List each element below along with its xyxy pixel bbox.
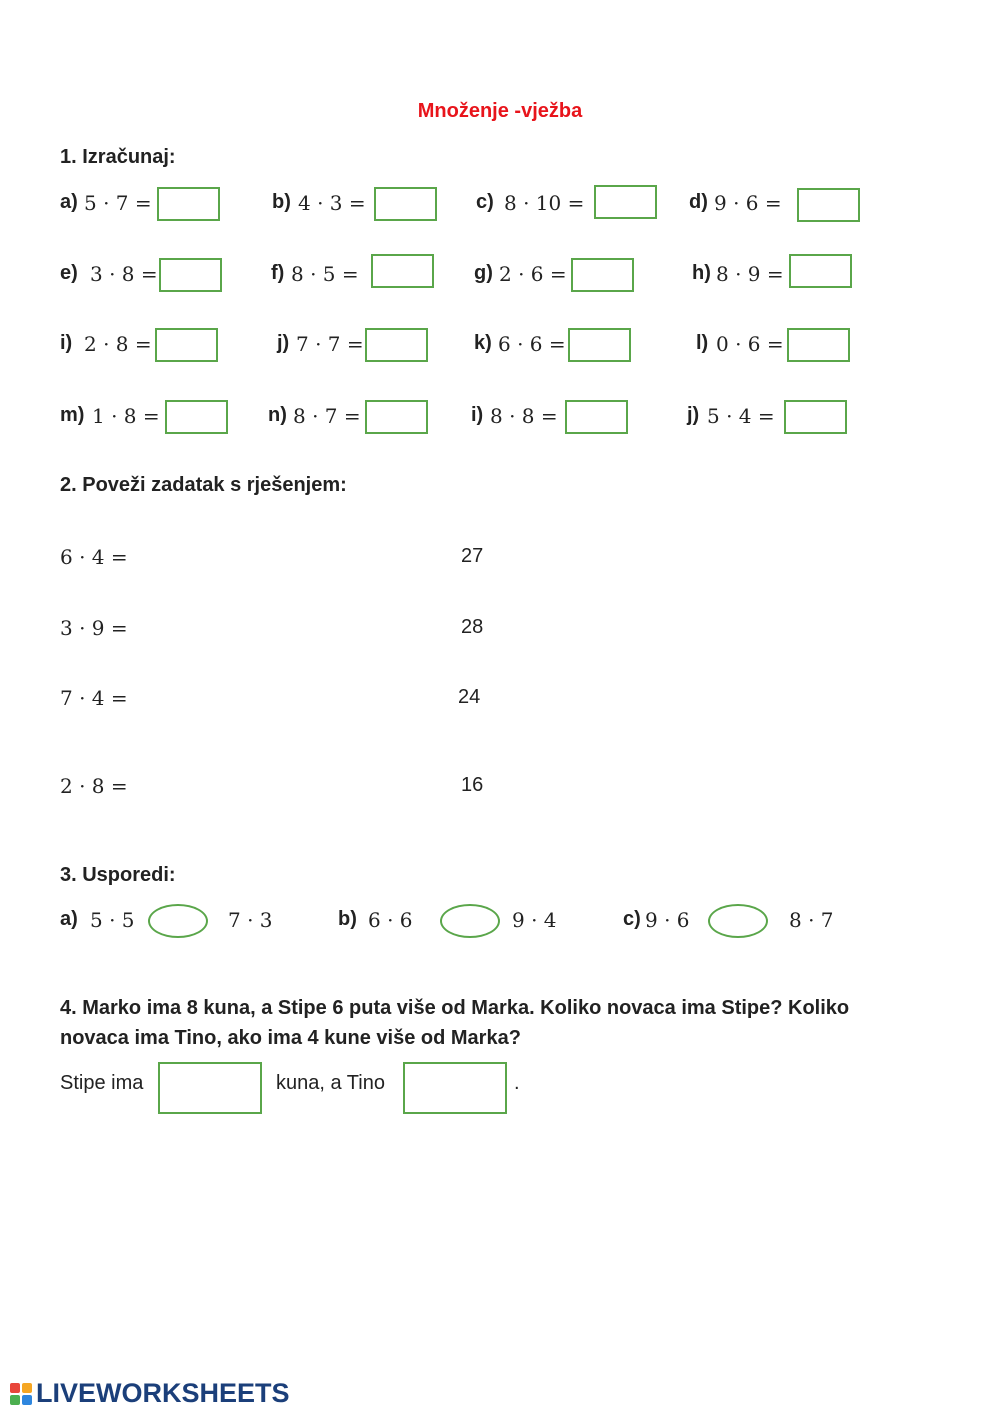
section2-heading: 2. Poveži zadatak s rješenjem: <box>60 474 347 496</box>
item-expression: 4 · 3 = <box>298 191 366 215</box>
match-task[interactable]: 2 · 8 = <box>60 774 128 798</box>
answer-box[interactable] <box>594 185 657 219</box>
item-expression: 2 · 6 = <box>499 262 567 286</box>
stipe-answer-box[interactable] <box>158 1062 262 1114</box>
answer-box[interactable] <box>787 328 850 362</box>
item-expression: 8 · 10 = <box>504 191 585 215</box>
answer-box[interactable] <box>165 400 228 434</box>
item-expression: 1 · 8 = <box>92 404 160 428</box>
item-expression: 0 · 6 = <box>716 332 784 356</box>
match-answer[interactable]: 28 <box>461 616 484 638</box>
item-label: k) <box>474 332 492 354</box>
match-answer[interactable]: 27 <box>461 545 484 567</box>
section1-heading: 1. Izračunaj: <box>60 146 176 168</box>
answer-box[interactable] <box>571 258 634 292</box>
page-title: Množenje -vježba <box>417 100 583 122</box>
item-expression: 6 · 6 = <box>498 332 566 356</box>
answer-text-period: . <box>514 1072 520 1094</box>
liveworksheets-logo[interactable] <box>10 1378 290 1409</box>
compare-label: a) <box>60 908 78 930</box>
match-task[interactable]: 6 · 4 = <box>60 545 128 569</box>
item-label: c) <box>476 191 494 213</box>
answer-box[interactable] <box>374 187 437 221</box>
logo-text: LIVEWORKSHEETS <box>36 1378 290 1408</box>
answer-box[interactable] <box>568 328 631 362</box>
compare-right: 9 · 4 <box>512 908 557 932</box>
match-answer[interactable]: 24 <box>458 686 481 708</box>
answer-box[interactable] <box>365 400 428 434</box>
item-expression: 5 · 4 = <box>707 404 775 428</box>
item-label: m) <box>60 404 85 426</box>
item-expression: 9 · 6 = <box>714 191 782 215</box>
item-expression: 8 · 5 = <box>291 262 359 286</box>
answer-box[interactable] <box>565 400 628 434</box>
match-answer[interactable]: 16 <box>461 774 484 796</box>
compare-right: 8 · 7 <box>789 908 834 932</box>
item-expression: 8 · 7 = <box>293 404 361 428</box>
item-label: a) <box>60 191 78 213</box>
answer-text-stipe: Stipe ima <box>60 1072 144 1094</box>
item-label: l) <box>696 332 709 354</box>
item-label: i) <box>60 332 73 354</box>
compare-oval[interactable] <box>148 904 208 938</box>
item-expression: 2 · 8 = <box>84 332 152 356</box>
answer-box[interactable] <box>371 254 434 288</box>
compare-right: 7 · 3 <box>228 908 273 932</box>
section4-question-line2: novaca ima Tino, ako ima 4 kune više od Marka? <box>60 1027 521 1049</box>
section4-question-line1: 4. Marko ima 8 kuna, a Stipe 6 puta više od Marka. Koliko novaca ima Stipe? Koliko <box>60 997 850 1019</box>
item-expression: 8 · 8 = <box>490 404 558 428</box>
item-label: d) <box>689 191 708 213</box>
item-label: f) <box>271 262 285 284</box>
answer-box[interactable] <box>155 328 218 362</box>
compare-left: 9 · 6 <box>645 908 690 932</box>
match-task[interactable]: 7 · 4 = <box>60 686 128 710</box>
answer-box[interactable] <box>789 254 852 288</box>
tino-answer-box[interactable] <box>403 1062 507 1114</box>
answer-box[interactable] <box>157 187 220 221</box>
answer-box[interactable] <box>159 258 222 292</box>
section3-heading: 3. Usporedi: <box>60 864 176 886</box>
answer-box[interactable] <box>784 400 847 434</box>
item-expression: 5 · 7 = <box>84 191 152 215</box>
match-task[interactable]: 3 · 9 = <box>60 616 128 640</box>
item-label: b) <box>272 191 291 213</box>
compare-oval[interactable] <box>440 904 500 938</box>
compare-label: c) <box>623 908 641 930</box>
compare-left: 6 · 6 <box>368 908 413 932</box>
answer-text-tino: kuna, a Tino <box>276 1072 385 1094</box>
item-expression: 8 · 9 = <box>716 262 784 286</box>
answer-box[interactable] <box>365 328 428 362</box>
logo-icon <box>10 1383 32 1405</box>
item-label: h) <box>692 262 711 284</box>
item-label: g) <box>474 262 493 284</box>
item-label: j) <box>277 332 290 354</box>
item-expression: 3 · 8 = <box>90 262 158 286</box>
answer-box[interactable] <box>797 188 860 222</box>
item-label: e) <box>60 262 78 284</box>
compare-oval[interactable] <box>708 904 768 938</box>
compare-left: 5 · 5 <box>90 908 135 932</box>
compare-label: b) <box>338 908 357 930</box>
item-expression: 7 · 7 = <box>296 332 364 356</box>
item-label: n) <box>268 404 287 426</box>
item-label: i) <box>471 404 484 426</box>
item-label: j) <box>687 404 700 426</box>
